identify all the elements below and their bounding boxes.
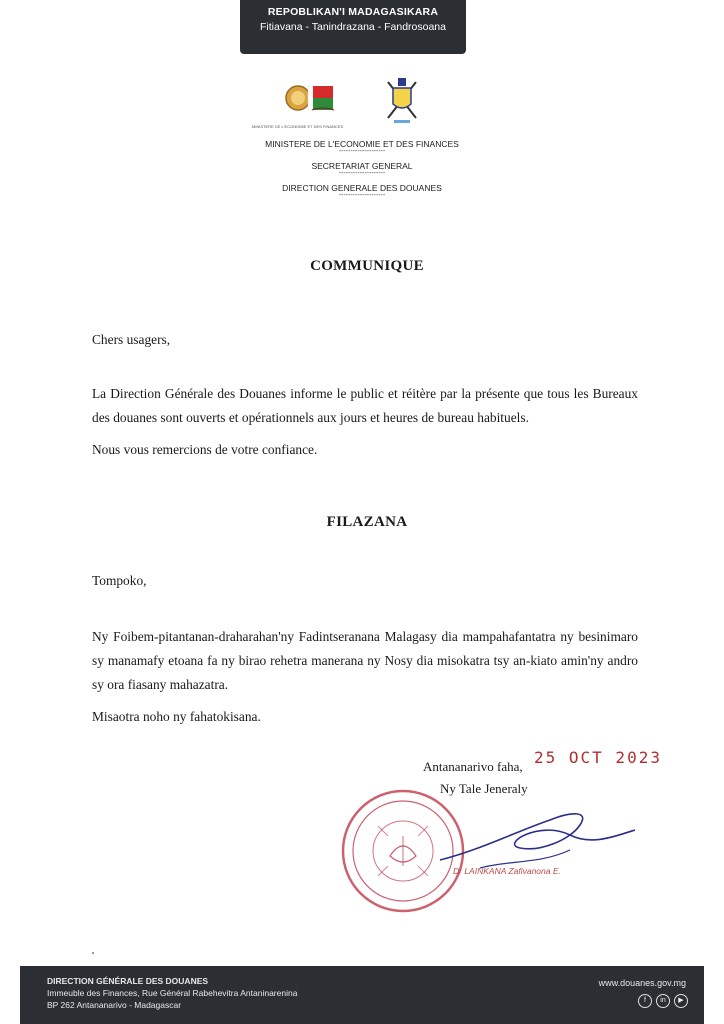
ministry-block: [0, 139, 724, 199]
separator: --------------------: [338, 170, 386, 177]
filazana-greeting: Tompoko,: [92, 573, 147, 588]
logos: [252, 74, 442, 134]
ministry-name: MINISTERE DE L'ECONOMIE ET DES FINANCES: [265, 139, 459, 149]
signature-place: Antananarivo faha,: [423, 759, 523, 774]
facebook-icon[interactable]: f: [638, 994, 652, 1008]
date-stamp: 25 OCT 2023: [534, 748, 662, 767]
separator: --------------------: [338, 192, 386, 199]
linkedin-icon[interactable]: in: [656, 994, 670, 1008]
communique-closing: Nous vous remercions de votre confiance.: [92, 442, 318, 457]
signature-role: Ny Tale Jeneraly: [440, 781, 528, 796]
header-banner: [240, 0, 466, 54]
filazana-title: FILAZANA: [326, 514, 408, 530]
national-motto: Fitiavana - Tanindrazana - Fandrosoana: [259, 21, 446, 33]
youtube-icon[interactable]: ▶: [674, 994, 688, 1008]
secretariat-name: SECRETARIAT GENERAL: [311, 161, 413, 171]
customs-emblem-icon: [374, 74, 430, 130]
communique-body: La Direction Générale des Douanes informe le public et réitère par la présente que tous les Bureaux des douanes sont ouverts et opérationnels aux jours et heures de bureau habituels.: [92, 386, 638, 425]
signer-name: Dr LAINKANA Zafivanona E.: [453, 866, 561, 876]
footer-website-link[interactable]: www.douanes.gov.mg: [598, 978, 686, 988]
filazana-body: Ny Foibem-pitantanan-draharahan'ny Fadintseranana Malagasy dia mampahafantatra ny besinimaro sy manamafy etoana fa ny birao rehetra manerana ny Nosy dia misokatra tsy an-kiato amin'ny andro sy ora fiasany mahazatra.: [92, 629, 638, 692]
directorate-name: DIRECTION GENERALE DES DOUANES: [282, 183, 442, 193]
communique-title: COMMUNIQUE: [310, 258, 424, 274]
filazana-closing: Misaotra noho ny fahatokisana.: [92, 709, 261, 724]
footer: [20, 966, 704, 1024]
republic-name: REPOBLIKAN'I MADAGASIKARA: [267, 6, 439, 18]
footer-org: DIRECTION GÉNÉRALE DES DOUANES: [47, 976, 209, 986]
social-links: [638, 994, 688, 1008]
footer-address-line1: Immeuble des Finances, Rue Général Rabehevitra Antaninarenina: [47, 988, 298, 998]
seal-caption: MINISTERE DE L'ECONOMIE ET DES FINANCES: [252, 124, 344, 129]
separator: --------------------: [338, 148, 386, 155]
decorative-dot: [92, 952, 94, 954]
communique-greeting: Chers usagers,: [92, 332, 171, 347]
footer-address-line2: BP 262 Antananarivo - Madagascar: [47, 1000, 182, 1010]
